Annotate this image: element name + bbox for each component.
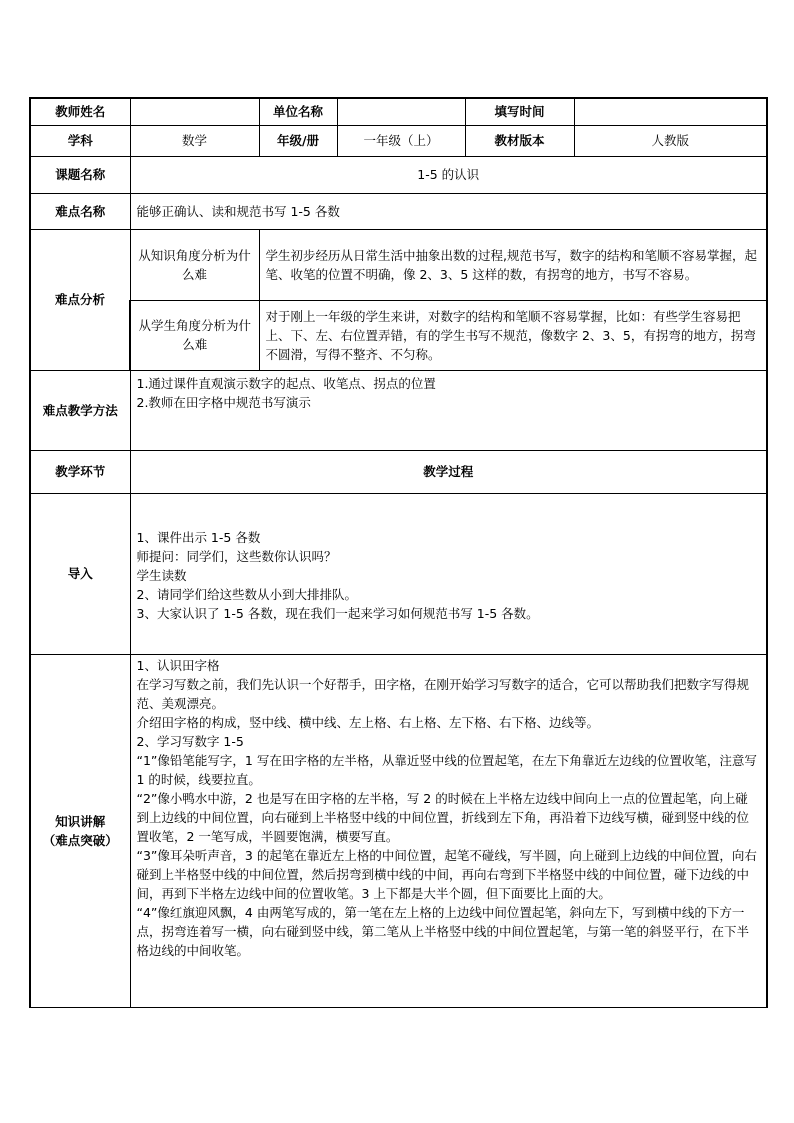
process-header: 教学过程 <box>130 450 767 493</box>
process-header-row <box>30 450 767 493</box>
difficulty-label: 难点名称 <box>30 193 130 229</box>
knowledge-label <box>30 654 130 1007</box>
method-row <box>30 370 767 450</box>
knowledge-para-8: “4”像红旗迎风飘，4 由两笔写成的，第一笔在左上格的上边线中间位置起笔，斜向左下，写到横中线的下方一点，拐弯连着写一横，向右碰到竖中线，第二笔从上半格竖中线的中间位置起笔，与第一笔的斜竖平行，在下半格边线的中间收笔。 <box>136 904 750 958</box>
knowledge-para-4: 2、学习写数字 1-5 <box>136 733 244 749</box>
teacher-name-label: 教师姓名 <box>30 98 130 125</box>
knowledge-para-5: “1”像铅笔能写字，1 写在田字格的左半格，从靠近竖中线的位置起笔，在左下角靠近左边线的位置收笔，注意写 1 的时候，线要拉直。 <box>136 752 761 787</box>
intro-line-5: 3、大家认识了 1-5 各数，现在我们一起来学习如何规范书写 1-5 各数。 <box>136 606 539 621</box>
knowledge-para-6: “2”像小鸭水中游，2 也是写在田字格的左半格，写 2 的时候在上半格左边线中间向上一点的位置起笔，向上碰到上边线的中间位置，向右碰到上半格竖中线的中间位置，折线到左下角，再沿着下边线写横，碰到竖中线的位置收笔，2 一笔写成，半圆要饱满，横要写直。 <box>136 790 750 844</box>
analysis-student-row <box>30 300 767 370</box>
knowledge-para-7: “3”像耳朵听声音，3 的起笔在靠近左上格的中间位置，起笔不碰线，写半圆，向上碰到上边线的中间位置，向右碰到上半格竖中线的中间位置，然后拐弯到横中线的中间，再向右弯到下半格竖中线的中间位置，碰下边线的中间，再到下半格左边线中间的位置收笔。3 上下都是大半个圆，但下面要比上面的大。 <box>136 847 757 901</box>
knowledge-para-1: 1、认识田字格 <box>136 657 220 673</box>
method-content <box>130 370 767 450</box>
knowledge-para-2: 在学习写数之前，我们先认识一个好帮手，田字格，在刚开始学习写数字的适合，它可以帮助我们把数字写得规范、美观漂亮。 <box>136 676 750 711</box>
analysis-knowledge-row <box>30 229 767 300</box>
analysis-label: 难点分析 <box>30 229 130 370</box>
method-label: 难点教学方法 <box>30 370 130 450</box>
fill-time-label: 填写时间 <box>465 98 574 125</box>
textbook-value: 人教版 <box>574 125 767 156</box>
knowledge-row <box>30 654 767 1007</box>
intro-line-2: 师提问：同学们，这些数你认识吗？ <box>136 549 337 564</box>
intro-label: 导入 <box>30 493 130 654</box>
unit-name-label: 单位名称 <box>259 98 337 125</box>
stage-header: 教学环节 <box>30 450 130 493</box>
intro-content <box>130 493 767 654</box>
topic-row <box>30 156 767 193</box>
teacher-name-value <box>130 98 259 125</box>
topic-label: 课题名称 <box>30 156 130 193</box>
grade-value: 一年级（上） <box>337 125 465 156</box>
method-line-1: 1.通过课件直观演示数字的起点、收笔点、拐点的位置 <box>136 375 436 391</box>
knowledge-angle-label: 从知识角度分析为什么难 <box>130 229 259 300</box>
difficulty-value: 能够正确认、读和规范书写 1-5 各数 <box>130 193 767 229</box>
fill-time-value <box>574 98 767 125</box>
intro-line-3: 学生读数 <box>136 568 187 583</box>
knowledge-label-line-1: 知识讲解 <box>55 813 106 829</box>
method-line-2: 2.教师在田字格中规范书写演示 <box>136 394 311 410</box>
intro-row <box>30 493 767 654</box>
subject-value: 数学 <box>130 125 259 156</box>
student-angle-label: 从学生角度分析为什么难 <box>130 300 259 370</box>
intro-line-1: 1、课件出示 1-5 各数 <box>136 530 261 545</box>
unit-name-value <box>337 98 465 125</box>
knowledge-para-3: 介绍田字格的构成，竖中线、横中线、左上格、右上格、左下格、右下格、边线等。 <box>136 714 600 730</box>
header-row <box>30 98 767 125</box>
intro-line-4: 2、请同学们给这些数从小到大排排队。 <box>136 587 357 602</box>
info-row <box>30 125 767 156</box>
student-angle-text: 对于刚上一年级的学生来讲，对数字的结构和笔顺不容易掌握，比如：有些学生容易把上、下、左、右位置弄错，有的学生书写不规范，像数字 2、3、5，有拐弯的地方，拐弯不圆滑，写得不整齐、不匀称。 <box>259 300 767 370</box>
knowledge-content <box>130 654 767 1007</box>
knowledge-angle-text: 学生初步经历从日常生活中抽象出数的过程,规范书写，数字的结构和笔顺不容易掌握，起笔、收笔的位置不明确，像 2、3、5 这样的数，有拐弯的地方，书写不容易。 <box>259 229 767 300</box>
knowledge-label-line-2: （难点突破） <box>42 832 118 848</box>
subject-label: 学科 <box>30 125 130 156</box>
textbook-label: 教材版本 <box>465 125 574 156</box>
difficulty-row <box>30 193 767 229</box>
lesson-plan-table <box>29 97 768 1008</box>
grade-label: 年级/册 <box>259 125 337 156</box>
topic-value: 1-5 的认识 <box>130 156 767 193</box>
